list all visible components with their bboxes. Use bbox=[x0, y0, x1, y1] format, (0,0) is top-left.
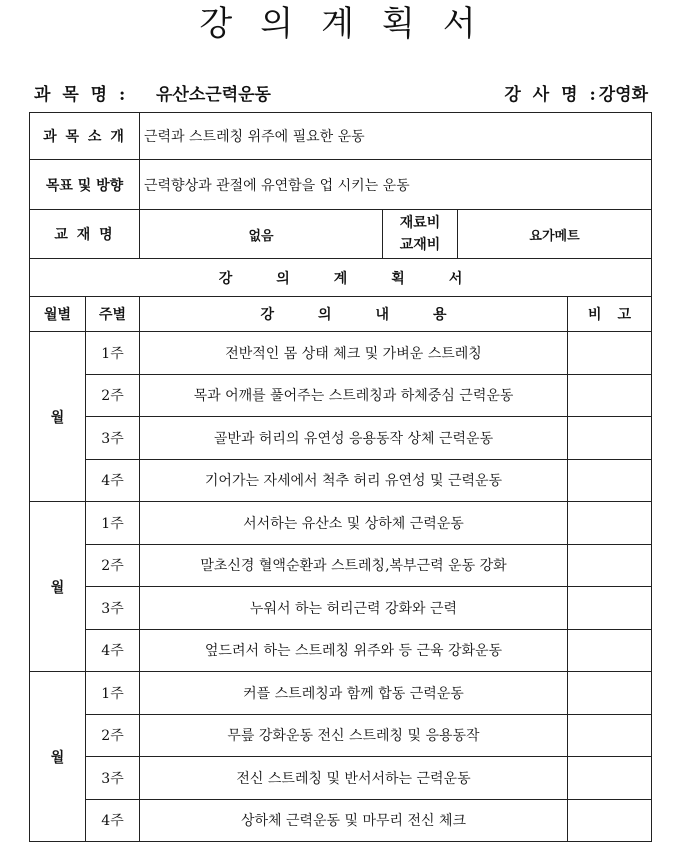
col-week-header: 주별 bbox=[86, 297, 140, 332]
col-content-char: 강 bbox=[260, 307, 274, 323]
lecture-plan-table bbox=[29, 112, 652, 842]
week-row bbox=[30, 714, 652, 757]
content-cell: 누워서 하는 허리근력 강화와 근력 bbox=[140, 587, 568, 630]
note-cell bbox=[568, 374, 652, 417]
week-cell: 2주 bbox=[86, 374, 140, 417]
content-cell: 말초신경 혈액순환과 스트레칭,복부근력 운동 강화 bbox=[140, 544, 568, 587]
content-cell: 커플 스트레칭과 함께 합동 근력운동 bbox=[140, 672, 568, 715]
week-cell: 1주 bbox=[86, 502, 140, 545]
note-cell bbox=[568, 459, 652, 502]
week-cell: 1주 bbox=[86, 672, 140, 715]
fee-label-material: 재료비 bbox=[399, 215, 441, 231]
instructor-value: 강영화 bbox=[598, 85, 648, 105]
content-cell: 기어가는 자세에서 척추 허리 유연성 및 근력운동 bbox=[140, 459, 568, 502]
goal-value: 근력향상과 관절에 유연함을 업 시키는 운동 bbox=[140, 160, 652, 210]
plan-heading-char: 서 bbox=[448, 270, 463, 287]
week-cell: 3주 bbox=[86, 757, 140, 800]
instructor-label: 강 사 명 : bbox=[504, 85, 599, 105]
fee-label-textbook: 교재비 bbox=[399, 237, 441, 253]
week-row bbox=[30, 502, 652, 545]
col-note-char: 고 bbox=[617, 307, 632, 323]
plan-heading-char: 획 bbox=[391, 270, 405, 287]
week-row bbox=[30, 629, 652, 672]
col-content-char: 용 bbox=[433, 307, 447, 323]
header-info bbox=[34, 80, 648, 104]
instructor bbox=[504, 80, 648, 105]
note-cell bbox=[568, 417, 652, 460]
plan-heading-char: 의 bbox=[276, 270, 290, 287]
content-cell: 전반적인 몸 상태 체크 및 가벼운 스트레칭 bbox=[140, 332, 568, 375]
note-cell bbox=[568, 502, 652, 545]
title-char: 의 bbox=[260, 4, 294, 44]
content-cell: 서서하는 유산소 및 상하체 근력운동 bbox=[140, 502, 568, 545]
note-cell bbox=[568, 757, 652, 800]
content-cell: 무릎 강화운동 전신 스트레칭 및 응용동작 bbox=[140, 714, 568, 757]
plan-heading bbox=[30, 259, 652, 297]
column-header-row bbox=[30, 297, 652, 332]
week-cell: 4주 bbox=[86, 459, 140, 502]
plan-heading-char: 강 bbox=[218, 270, 233, 287]
col-content-char: 의 bbox=[317, 307, 332, 323]
goal-label: 목표 및 방향 bbox=[30, 160, 140, 210]
subject-value: 유산소근력운동 bbox=[156, 85, 271, 105]
week-row bbox=[30, 332, 652, 375]
col-month-header: 월별 bbox=[30, 297, 86, 332]
plan-heading-row bbox=[30, 259, 652, 297]
week-row bbox=[30, 374, 652, 417]
week-cell: 3주 bbox=[86, 587, 140, 630]
week-cell: 1주 bbox=[86, 332, 140, 375]
week-cell: 2주 bbox=[86, 544, 140, 587]
summary-label: 과 목 소 개 bbox=[30, 113, 140, 160]
title-char: 획 bbox=[381, 4, 415, 44]
note-cell bbox=[568, 629, 652, 672]
note-cell bbox=[568, 332, 652, 375]
month-cell: 월 bbox=[30, 332, 86, 502]
week-row bbox=[30, 417, 652, 460]
document-title bbox=[0, 2, 675, 46]
title-char: 강 bbox=[199, 4, 233, 44]
title-char: 계 bbox=[321, 4, 354, 44]
goal-row bbox=[30, 160, 652, 210]
subject-label: 과 목 명 : bbox=[34, 85, 129, 105]
content-cell: 골반과 허리의 유연성 응용동작 상체 근력운동 bbox=[140, 417, 568, 460]
note-cell bbox=[568, 544, 652, 587]
note-cell bbox=[568, 672, 652, 715]
textbook-label: 교 재 명 bbox=[30, 210, 140, 259]
content-cell: 엎드려서 하는 스트레칭 위주와 등 근육 강화운동 bbox=[140, 629, 568, 672]
note-cell bbox=[568, 799, 652, 842]
summary-value: 근력과 스트레칭 위주에 필요한 운동 bbox=[140, 113, 652, 160]
col-note-char: 비 bbox=[587, 307, 602, 323]
col-content-char: 내 bbox=[375, 307, 390, 323]
content-cell: 목과 어깨를 풀어주는 스트레칭과 하체중심 근력운동 bbox=[140, 374, 568, 417]
week-cell: 3주 bbox=[86, 417, 140, 460]
week-row bbox=[30, 587, 652, 630]
plan-heading-char: 계 bbox=[333, 270, 348, 287]
textbook-row bbox=[30, 210, 652, 259]
content-cell: 전신 스트레칭 및 반서서하는 근력운동 bbox=[140, 757, 568, 800]
fee-label bbox=[383, 210, 458, 259]
month-cell: 월 bbox=[30, 672, 86, 842]
week-cell: 4주 bbox=[86, 799, 140, 842]
textbook-value: 없음 bbox=[140, 210, 383, 259]
week-row bbox=[30, 757, 652, 800]
week-cell: 2주 bbox=[86, 714, 140, 757]
week-row bbox=[30, 672, 652, 715]
col-note-header bbox=[568, 297, 652, 332]
week-cell: 4주 bbox=[86, 629, 140, 672]
content-cell: 상하체 근력운동 및 마무리 전신 체크 bbox=[140, 799, 568, 842]
week-row bbox=[30, 544, 652, 587]
summary-row bbox=[30, 113, 652, 160]
fee-value: 요가메트 bbox=[458, 210, 652, 259]
col-content-header bbox=[140, 297, 568, 332]
note-cell bbox=[568, 587, 652, 630]
week-row bbox=[30, 459, 652, 502]
week-row bbox=[30, 799, 652, 842]
title-char: 서 bbox=[442, 4, 476, 44]
note-cell bbox=[568, 714, 652, 757]
month-cell: 월 bbox=[30, 502, 86, 672]
